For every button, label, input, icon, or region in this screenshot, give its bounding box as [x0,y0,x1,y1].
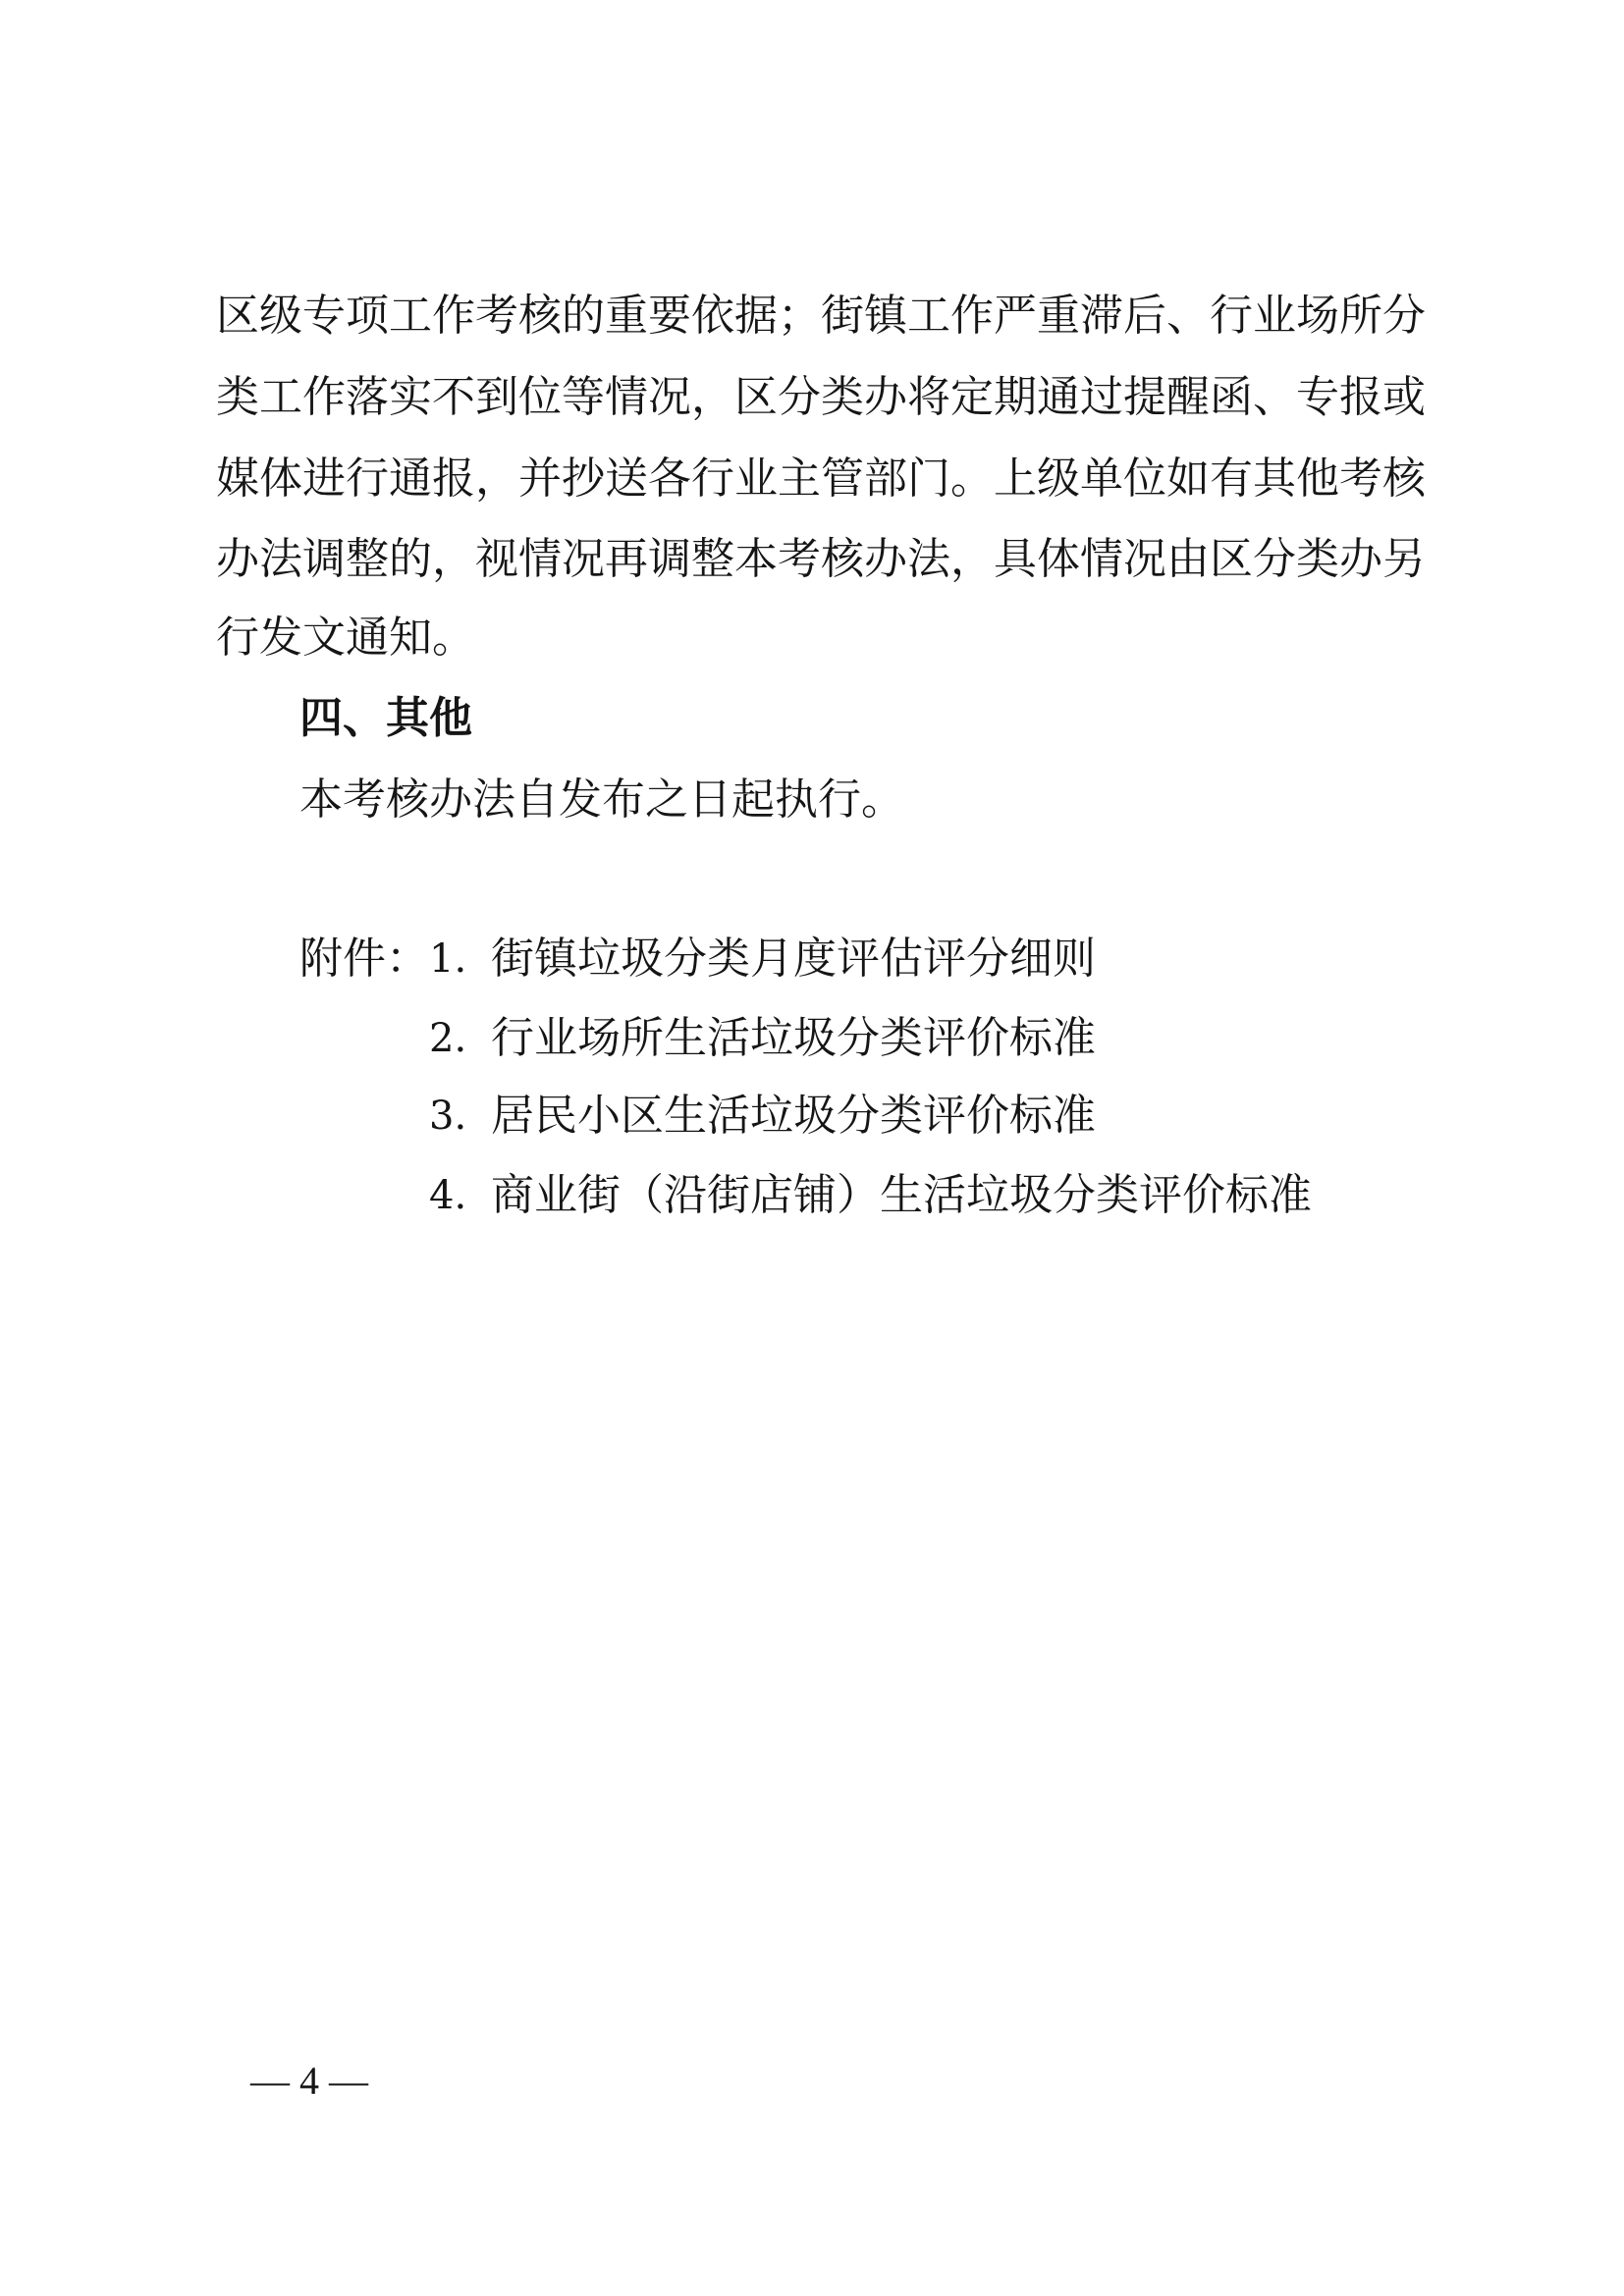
attachments-label: 附件： [299,934,429,984]
section-heading: 四、其他 [299,693,472,743]
body-line: 办法调整的，视情况再调整本考核办法，具体情况由区分类办另 [216,534,1426,584]
body-line: 媒体进行通报，并抄送各行业主管部门。上级单位如有其他考核 [216,454,1426,504]
body-line: 类工作落实不到位等情况，区分类办将定期通过提醒函、专报或 [216,372,1426,422]
attachment-number: 1. [429,936,467,982]
body-line: 行发文通知。 [216,613,475,663]
attachment-number: 4. [429,1173,467,1218]
attachment-title: 行业场所生活垃圾分类评价标准 [491,1013,1096,1063]
attachment-number: 3. [429,1094,467,1139]
section-paragraph: 本考核办法自发布之日起执行。 [299,774,904,825]
body-line: 区级专项工作考核的重要依据；街镇工作严重滞后、行业场所分 [216,291,1426,341]
page-number: — 4 — [250,2058,368,2103]
attachment-title: 商业街（沿街店铺）生活垃圾分类评价标准 [491,1170,1312,1220]
attachment-number: 2. [429,1016,467,1061]
attachment-title: 街镇垃圾分类月度评估评分细则 [491,934,1096,984]
attachment-title: 居民小区生活垃圾分类评价标准 [491,1091,1096,1141]
